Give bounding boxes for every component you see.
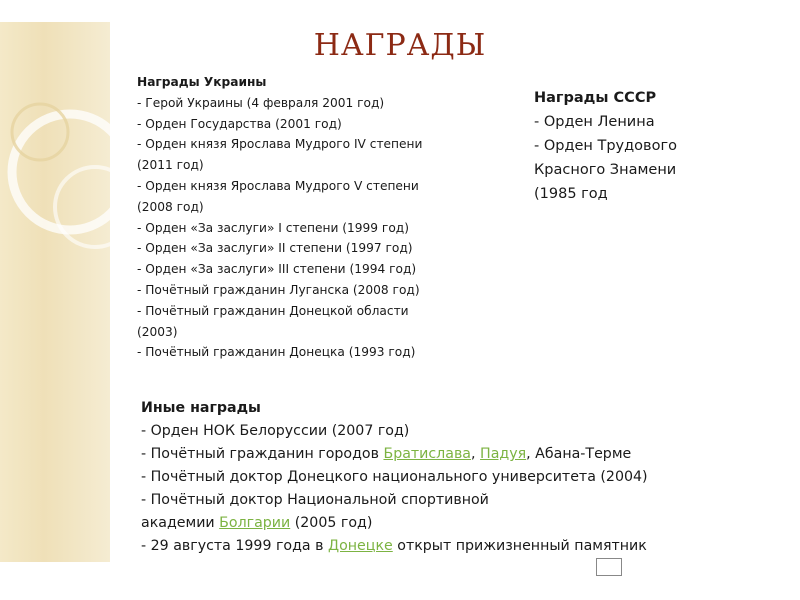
list-item: - Орден князя Ярослава Мудрого IV степени [137,137,423,152]
slide-nav-icon[interactable] [596,558,622,576]
list-item: - Герой Украины (4 февраля 2001 год) [137,95,385,110]
link-donetsk[interactable]: Донецке [328,538,393,554]
list-item: - Орден «За заслуги» II степени (1997 год) [137,241,413,256]
list-item: (2011 год) [137,158,204,173]
list-item: - Почётный доктор Донецкого национального университета (2004) [141,469,648,485]
list-item [141,512,761,535]
list-item: Красного Знамени [534,162,677,178]
list-item: - Почётный гражданин Луганска (2008 год) [137,282,420,297]
list-item: - Орден Ленина [534,114,655,130]
link-bulgaria[interactable]: Болгарии [219,515,291,531]
list-item: (2003) [137,324,178,339]
decorative-circles-icon [0,22,110,562]
text: , Абана-Терме [526,446,632,462]
ukraine-awards [137,72,477,363]
decorative-band [0,22,110,562]
list-item: - Орден Трудового [534,138,677,154]
link-padua[interactable]: Падуя [480,446,527,462]
text: - 29 августа 1999 года в [141,538,329,554]
list-item [141,443,761,466]
text: академии [141,515,220,531]
ussr-awards [534,86,754,206]
ussr-awards-heading: Награды СССР [534,90,657,106]
list-item: (1985 год [534,186,608,202]
list-item: - Орден «За заслуги» I степени (1999 год) [137,220,409,235]
list-item: - Почётный доктор Национальной спортивной [141,492,489,508]
other-awards [141,397,761,558]
list-item: - Почётный гражданин Донецка (1993 год) [137,345,416,360]
other-awards-heading: Иные награды [141,400,261,416]
list-item: - Орден НОК Белоруссии (2007 год) [141,423,410,439]
list-item: - Почётный гражданин Донецкой области [137,303,409,318]
list-item: - Орден Государства (2001 год) [137,116,342,131]
text: , [471,446,481,462]
list-item: - Орден «За заслуги» III степени (1994 год) [137,262,417,277]
ukraine-awards-heading: Награды Украины [137,75,267,89]
text: - Почётный гражданин городов [141,446,384,462]
list-item [141,535,761,558]
page-title: НАГРАДЫ [313,28,487,63]
text: открыт прижизненный памятник [392,538,647,554]
text: (2005 год) [290,515,373,531]
list-item: - Орден князя Ярослава Мудрого V степени [137,178,419,193]
link-bratislava[interactable]: Братислава [383,446,472,462]
list-item: (2008 год) [137,199,204,214]
